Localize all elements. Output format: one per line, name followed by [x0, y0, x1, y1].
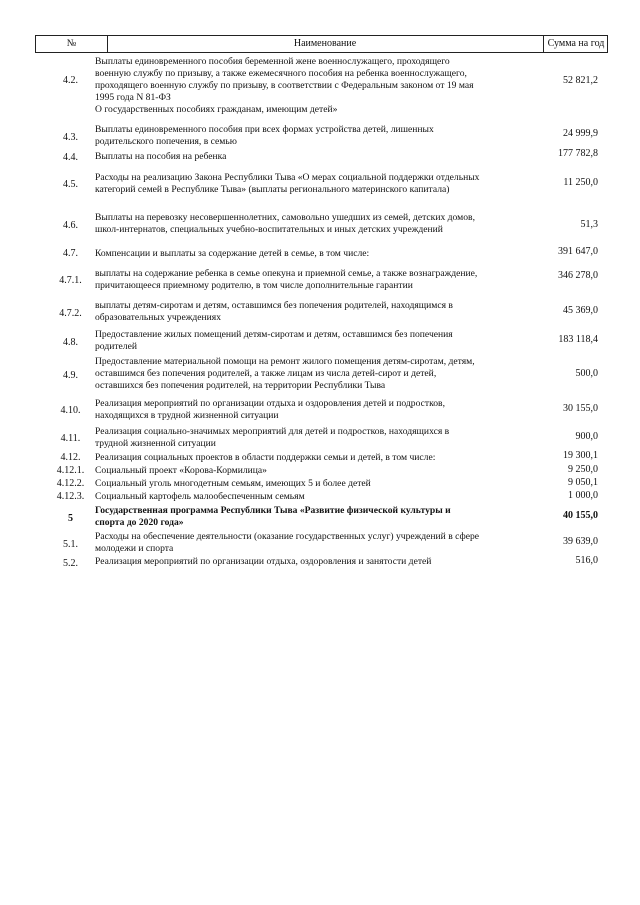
- row-text: Реализация социальных проектов в области поддержки семьи и детей, в том числе:: [95, 452, 436, 463]
- row-text: Компенсации и выплаты за содержание детей в семье, в том числе:: [95, 248, 370, 259]
- header-number: №: [36, 36, 108, 52]
- row-text: Выплаты единовременного пособия при всех формах устройства детей, лишенных родительского попечения, в семью: [95, 124, 434, 147]
- row-text: Расходы на реализацию Закона Республики Тыва «О мерах социальной поддержки отдельных категорий семей в Республике Тыва» (выплаты регионального материнского капитала): [95, 172, 480, 195]
- row-number: 4.12.: [60, 452, 81, 463]
- row-number: 4.7.1.: [59, 275, 82, 286]
- row-number: 4.12.2.: [56, 478, 85, 489]
- row-number: 4.5.: [63, 179, 78, 190]
- row-number: 5.1.: [63, 539, 78, 550]
- row-number: 4.10.: [60, 405, 81, 416]
- row-sum: 11 250,0: [563, 177, 598, 188]
- row-text: Государственная программа Республики Тыва «Развитие физической культуры и спорта до 2020 года»: [95, 505, 451, 528]
- row-sum: 177 782,8: [558, 148, 598, 159]
- row-text: Выплаты единовременного пособия беременной жене военнослужащего, проходящего военную службу по призыву, а также ежемесячного пособия на ребенка военнослужащего, проходящего военную службу по призыву, в соответствии с Федеральным законом от 19 мая 1995 года N 81-ФЗ О государственных пособиях гражданам, имеющим детей»: [95, 56, 474, 115]
- row-text: Социальный проект «Корова-Кормилица»: [95, 465, 267, 476]
- header-name: Наименование: [107, 36, 544, 52]
- row-sum: 500,0: [575, 368, 598, 379]
- row-sum: 9 250,0: [568, 464, 598, 475]
- row-number: 4.11.: [60, 433, 81, 444]
- row-number: 4.8.: [63, 337, 78, 348]
- row-text: выплаты детям-сиротам и детям, оставшимся без попечения родителей, находящимся в образовательных учреждениях: [95, 300, 453, 323]
- row-sum: 39 639,0: [563, 536, 598, 547]
- row-sum: 40 155,0: [563, 510, 598, 521]
- row-sum: 346 278,0: [558, 270, 598, 281]
- row-number: 4.4.: [63, 152, 78, 163]
- row-text: Выплаты на перевозку несовершеннолетних, самовольно ушедших из семей, детских домов, школ-интернатов, специальных учебно-воспитательных и иных детских учреждений: [95, 212, 475, 235]
- row-number: 4.2.: [63, 75, 78, 86]
- row-number: 4.7.2.: [59, 308, 82, 319]
- header-sum: Сумма на год: [547, 38, 605, 49]
- row-number: 4.6.: [63, 220, 78, 231]
- row-text: Выплаты на пособия на ребенка: [95, 151, 227, 162]
- row-sum: 183 118,4: [558, 334, 598, 345]
- row-number: 5.2.: [63, 558, 78, 569]
- row-number: 4.7.: [63, 248, 78, 259]
- row-sum: 1 000,0: [568, 490, 598, 501]
- row-text: Социальный картофель малообеспеченным семьям: [95, 491, 305, 502]
- row-sum: 9 050,1: [568, 477, 598, 488]
- row-sum: 24 999,9: [563, 128, 598, 139]
- row-sum: 391 647,0: [558, 246, 598, 257]
- row-sum: 516,0: [575, 555, 598, 566]
- row-text: Предоставление жилых помещений детям-сиротам и детям, оставшимся без попечения родителей: [95, 329, 453, 352]
- row-sum: 45 369,0: [563, 305, 598, 316]
- row-number: 4.12.3.: [56, 491, 85, 502]
- row-sum: 52 821,2: [563, 75, 598, 86]
- row-number: 4.9.: [63, 370, 78, 381]
- row-number: 5: [68, 513, 73, 524]
- row-text: Расходы на обеспечение деятельности (оказание государственных услуг) учреждений в сфере молодежи и спорта: [95, 531, 480, 554]
- row-number: 4.3.: [63, 132, 78, 143]
- row-text: выплаты на содержание ребенка в семье опекуна и приемной семье, а также вознаграждение, причитающееся приемному родителю, в том числе дополнительные гарантии: [95, 268, 478, 291]
- row-text: Предоставление материальной помощи на ремонт жилого помещения детям-сиротам, детям, оставшимся без попечения родителей, а также лицам из числа детей-сирот и детей, оставшихся без попечения родителей, на территории Республики Тыва: [95, 356, 475, 391]
- row-sum: 30 155,0: [563, 403, 598, 414]
- row-text: Реализация мероприятий по организации отдыха, оздоровления и занятости детей: [95, 556, 432, 567]
- row-sum: 900,0: [575, 431, 598, 442]
- table-header: [35, 35, 608, 53]
- row-sum: 51,3: [580, 219, 598, 230]
- row-sum: 19 300,1: [563, 450, 598, 461]
- row-text: Реализация мероприятий по организации отдыха и оздоровления детей и подростков, находящихся в трудной жизненной ситуации: [95, 398, 445, 421]
- row-text: Реализация социально-значимых мероприятий для детей и подростков, находящихся в трудной жизненной ситуации: [95, 426, 450, 449]
- row-text: Социальный уголь многодетным семьям, имеющих 5 и более детей: [95, 478, 371, 489]
- row-number: 4.12.1.: [56, 465, 85, 476]
